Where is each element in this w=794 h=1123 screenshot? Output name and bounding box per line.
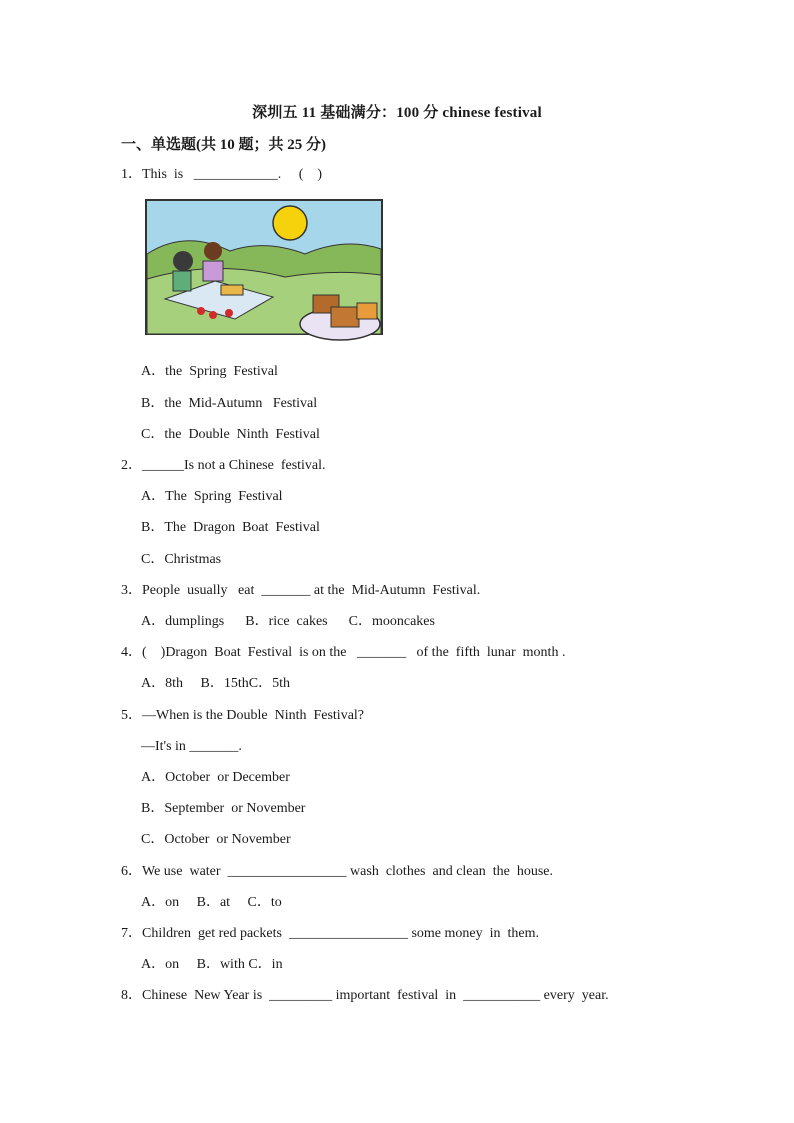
option-5a: A．October or December xyxy=(141,770,290,785)
question-5: 5．—When is the Double Ninth Festival? xyxy=(121,708,365,723)
options-7: A．on B．with C．in xyxy=(141,957,283,972)
question-6: 6．We use water _________________ wash clothes and clean the house. xyxy=(121,864,553,879)
option-1b: B．the Mid-Autumn Festival xyxy=(141,396,318,411)
option-2c: C．Christmas xyxy=(141,552,222,567)
section-heading: 一、单选题(共 10 题；共 25 分) xyxy=(121,137,326,153)
question-2: 2．______Is not a Chinese festival. xyxy=(121,458,326,473)
option-1c: C．the Double Ninth Festival xyxy=(141,427,320,442)
options-4: A．8th B．15thC．5th xyxy=(141,676,290,691)
question-4: 4．( )Dragon Boat Festival is on the _______ of the fifth lunar month . xyxy=(121,645,566,660)
question-7: 7．Children get red packets _________________ some money in them. xyxy=(121,926,539,941)
mid-autumn-picnic-illustration xyxy=(145,199,385,347)
question-5-reply: —It's in _______. xyxy=(141,739,242,754)
option-2b: B．The Dragon Boat Festival xyxy=(141,520,320,535)
option-1a: A．the Spring Festival xyxy=(141,364,278,379)
option-5c: C．October or November xyxy=(141,832,291,847)
page-title: 深圳五 11 基础满分：100 分 chinese festival xyxy=(252,105,542,121)
question-1: 1．This is ____________. ( ) xyxy=(121,167,323,182)
option-5b: B．September or November xyxy=(141,801,306,816)
question-3: 3．People usually eat _______ at the Mid-Autumn Festival. xyxy=(121,583,481,598)
options-6: A．on B．at C．to xyxy=(141,895,282,910)
question-8: 8．Chinese New Year is _________ important festival in ___________ every year. xyxy=(121,988,609,1003)
options-3: A．dumplings B．rice cakes C．mooncakes xyxy=(141,614,435,629)
option-2a: A．The Spring Festival xyxy=(141,489,283,504)
